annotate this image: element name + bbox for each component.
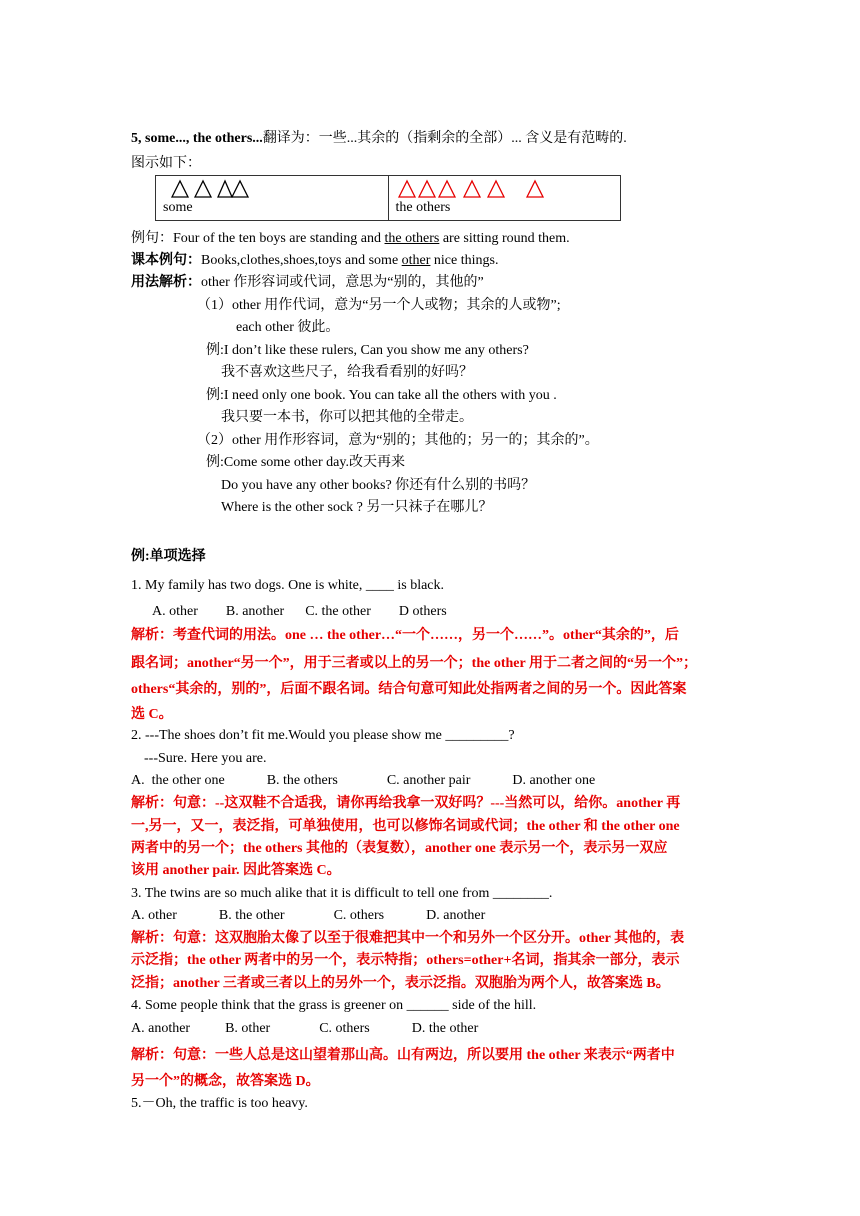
textbook-pre: Books,clothes,shoes,toys and some: [201, 253, 402, 268]
question-2-analysis-line-3: 两者中的另一个；the others 其他的（表复数），another one 表示另一个，表示另一双应: [131, 841, 668, 856]
usage-label: 用法解析：: [131, 275, 201, 290]
question-3-analysis-line-1: 解析：句意：这双胞胎太像了以至于很难把其中一个和另外一个区分开。other 其他的，表: [131, 931, 685, 946]
question-2-reply: ---Sure. Here you are.: [144, 751, 267, 766]
black-triangles-icon: [163, 177, 283, 199]
question-2-analysis-line-4: 该用 another pair. 因此答案选 C。: [131, 863, 341, 878]
question-4-options: A. another B. other C. others D. the other: [131, 1021, 479, 1036]
question-1-analysis-line-2: 跟名词；another“另一个”，用于三者或以上的另一个；the other 用于二者之间的“另一个”；: [131, 656, 697, 671]
question-2: 2. ---The shoes don’t fit me.Would you please show me _________?: [131, 728, 515, 743]
usage-example-1: 例:I don’t like these rulers, Can you show me any others?: [206, 343, 529, 358]
textbook-post: nice things.: [430, 253, 499, 268]
example-label: 例句：: [131, 231, 173, 246]
question-3-options: A. other B. the other C. others D. another: [131, 908, 486, 923]
red-triangles-icon: [396, 177, 576, 199]
question-1-options: A. other B. another C. the other D others: [152, 604, 447, 619]
question-4: 4. Some people think that the grass is greener on ______ side of the hill.: [131, 998, 537, 1013]
question-4-analysis-line-2: 另一个”的概念，故答案选 D。: [131, 1074, 320, 1089]
question-2-analysis-line-1: 解析：句意：--这双鞋不合适我，请你再给我拿一双好吗？---当然可以，给你。another 再: [131, 796, 681, 811]
question-5: 5.－Oh, the traffic is too heavy.: [131, 1096, 308, 1111]
usage-point-1b: each other 彼此。: [236, 320, 340, 335]
heading-label: 5, some..., the others...: [131, 131, 263, 146]
usage-point-2: （2）other 用作形容词，意为“别的；其他的；另一的；其余的”。: [197, 433, 599, 448]
example-pre: Four of the ten boys are standing and: [173, 231, 385, 246]
usage-point-1: （1）other 用作代词，意为“另一个人或物；其余的人或物”;: [197, 298, 561, 313]
usage-example-2: 例:I need only one book. You can take all the others with you .: [206, 388, 557, 403]
usage-line: [131, 273, 484, 292]
example-post: are sitting round them.: [439, 231, 570, 246]
usage-example-5: Where is the other sock ? 另一只袜子在哪儿？: [221, 500, 493, 515]
heading-text: 翻译为：一些...其余的（指剩余的全部）... 含义是有范畴的.: [262, 131, 627, 146]
question-3: 3. The twins are so much alike that it is difficult to tell one from ________.: [131, 886, 553, 901]
question-4-analysis-line-1: 解析：句意：一些人总是这山望着那山高。山有两边，所以要用 the other 来表示“两者中: [131, 1048, 675, 1063]
question-2-options: A. the other one B. the others C. another pair D. another one: [131, 773, 596, 788]
figure-cell-others: [388, 176, 621, 221]
question-1-analysis-line-3: others“其余的，别的”，后面不跟名词。结合句意可知此处指两者之间的另一个。因此答案: [131, 682, 687, 697]
usage-example-2-cn: 我只要一本书，你可以把其他的全带走。: [221, 410, 473, 425]
figure-caption-some: some: [163, 200, 193, 215]
question-2-analysis-line-2: 一,另一，又一，表泛指，可单独使用，也可以修饰名词或代词；the other 和 the other one: [131, 819, 680, 834]
question-3-analysis-line-3: 泛指；another 三者或三者以上的另外一个，表示泛指。双胞胎为两个人，故答案选 B。: [131, 976, 670, 991]
figure-intro: 图示如下：: [131, 156, 201, 171]
question-1-analysis-line-1: 解析：考查代词的用法。one … the other…“一个……，另一个……”。other“其余的”，后: [131, 628, 679, 643]
heading-line: [131, 129, 627, 148]
figure-caption-others: the others: [395, 200, 451, 215]
usage-example-4: Do you have any other books? 你还有什么别的书吗？: [221, 478, 536, 493]
usage-text: other 作形容词或代词，意思为“别的，其他的”: [201, 275, 484, 290]
example-underlined: the others: [384, 231, 440, 246]
question-1: 1. My family has two dogs. One is white, ____ is black.: [131, 578, 445, 593]
example-line: [131, 229, 570, 248]
question-1-analysis-line-4: 选 C。: [131, 707, 173, 722]
textbook-label: 课本例句：: [131, 253, 201, 268]
section-title: 例:单项选择: [131, 549, 206, 564]
textbook-line: [131, 251, 498, 270]
question-3-analysis-line-2: 示泛指；the other 两者中的另一个，表示特指；others=other+名词，指其余一部分，表示: [131, 953, 680, 968]
usage-example-1-cn: 我不喜欢这些尺子，给我看看别的好吗？: [221, 365, 473, 380]
triangle-figure-table: [155, 175, 621, 221]
textbook-underlined: other: [401, 253, 431, 268]
figure-cell-some: [156, 176, 389, 221]
usage-example-3: 例:Come some other day.改天再来: [206, 455, 405, 470]
